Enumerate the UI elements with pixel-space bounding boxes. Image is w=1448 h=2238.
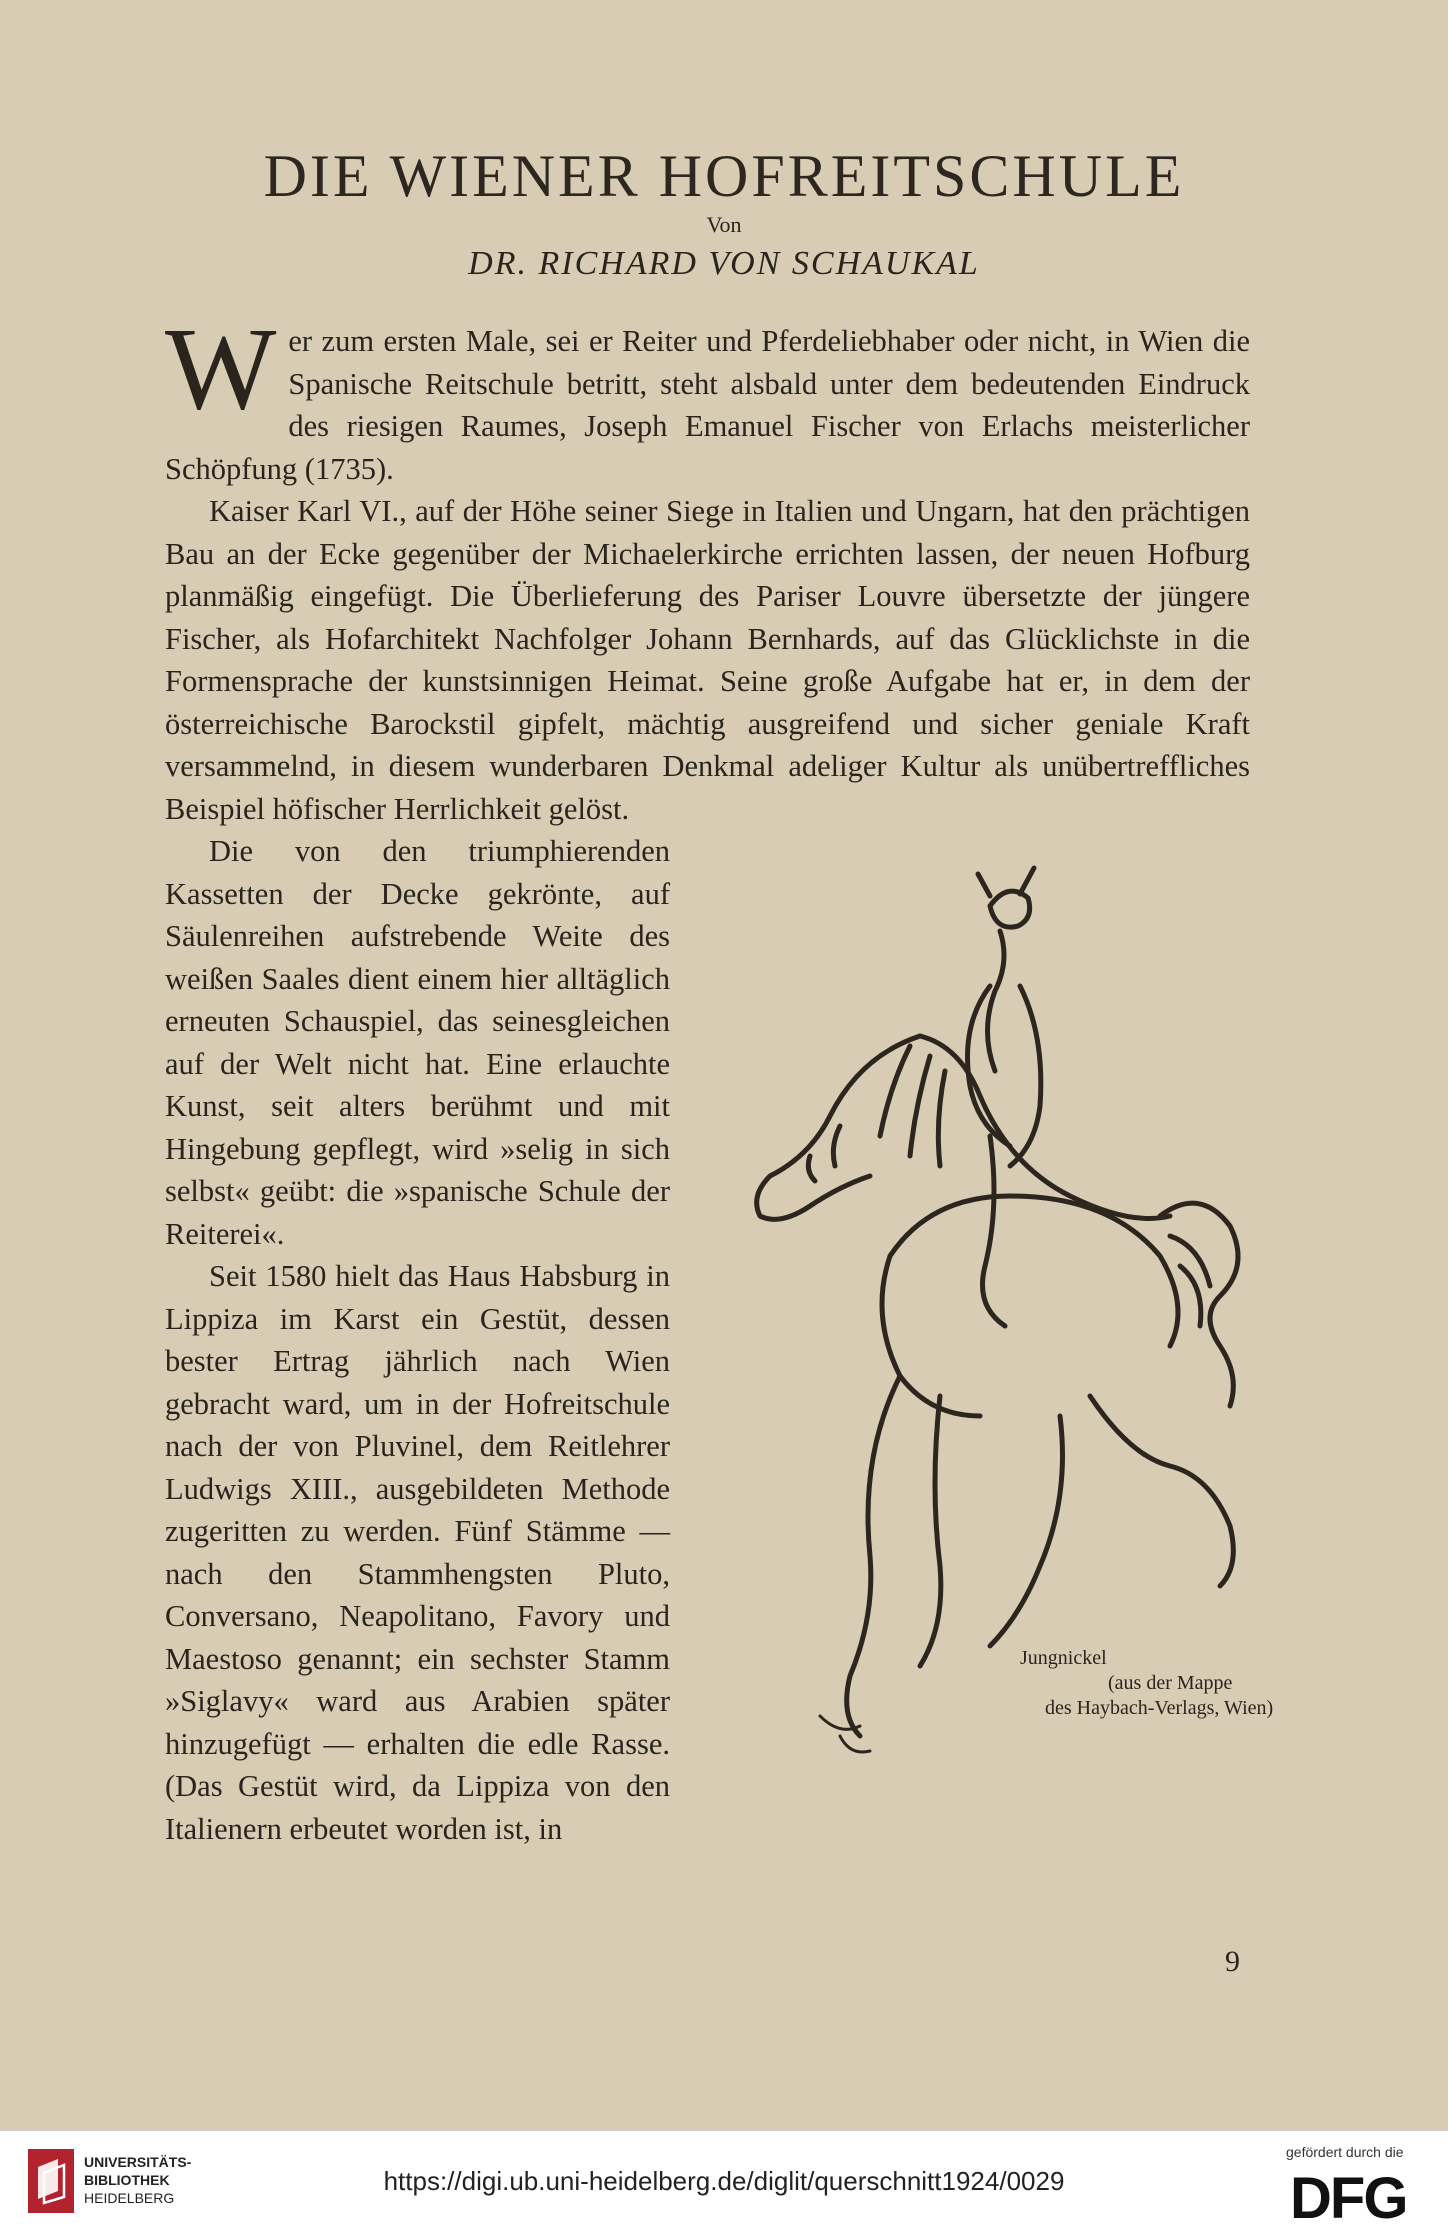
paragraph-2-text: Kaiser Karl VI., auf der Höhe seiner Siege in Italien und Ungarn, hat den prächtigen Bau an der Ecke gegenüber der Michaelerkirche errichten lassen, der neuen Hofburg planmäßig eingefügt. Die Überlieferung des Pariser Louvre übersetzte der jüngere Fischer, als Hofarchitekt Nachfolger Johann Bernhards, auf das Glücklichste in die Formensprache der kunstsinnigen Heimat. Seine große Aufgabe hat er, in dem der österreichische Barockstil gipfelt, mächtig ausgreifend und sicher geniale Kraft versammelnd, in diesem wunderbaren Denkmal adeliger Kultur als unübertreffliches Beispiel höfischer Herrlichkeit gelöst. bbox=[165, 494, 1250, 826]
library-name-line-3: HEIDELBERG bbox=[84, 2190, 175, 2206]
illustration-caption bbox=[1020, 1646, 1350, 1721]
viewer-footer bbox=[0, 2130, 1448, 2238]
author-name: DR. RICHARD VON SCHAUKAL bbox=[468, 245, 980, 282]
article-body bbox=[165, 303, 1250, 1850]
byline-prefix: Von bbox=[706, 212, 742, 237]
caption-source-line-2: des Haybach-Verlags, Wien) bbox=[1045, 1697, 1274, 1719]
dfg-logo: DFG bbox=[1290, 2166, 1407, 2231]
caption-artist: Jungnickel bbox=[1020, 1647, 1107, 1669]
caption-source-line-1: (aus der Mappe bbox=[1108, 1672, 1233, 1694]
library-name-line-1: UNIVERSITÄTS- bbox=[84, 2154, 192, 2170]
drop-cap: W bbox=[165, 303, 277, 434]
paragraph-4-text: Seit 1580 hielt das Haus Habsburg in Lippiza im Karst ein Gestüt, dessen bester Ertrag jährlich nach Wien gebracht ward, um in der Hofreitschule nach der von Pluvinel, dem Reitlehrer Ludwigs XIII., ausgebildeten Methode zugeritten zu werden. Fünf Stämme — nach den Stammhengsten Pluto, Conversano, Neapolitano, Favory und Maestoso genannt; ein sechster Stamm »Siglavy« ward aus Arabien später hinzugefügt — erhalten die edle Rasse. (Das Gestüt wird, da Lippiza von den Italienern erbeutet worden ist, in bbox=[165, 1259, 670, 1846]
paragraph-2 bbox=[165, 490, 1250, 830]
funding-note: gefördert durch die bbox=[1286, 2144, 1404, 2160]
article-title: DIE WIENER HOFREITSCHULE bbox=[263, 143, 1185, 209]
paragraph-1-text: er zum ersten Male, sei er Reiter und Pferdeliebhaber oder nicht, in Wien die Spanische Reitschule betritt, steht alsbald unter dem bedeutenden Eindruck des riesigen Raumes, Joseph Emanuel Fischer von Erlachs meisterlicher Schöpfung (1735). bbox=[165, 324, 1250, 486]
page-number: 9 bbox=[1225, 1945, 1240, 1978]
permalink-url[interactable]: https://digi.ub.uni-heidelberg.de/diglit/querschnitt1924/0029 bbox=[383, 2166, 1065, 2196]
paragraph-3-text: Die von den triumphierenden Kassetten der Decke gekrönte, auf Säulenreihen aufstrebende Weite des weißen Saales dient einem hier alltäglich erneuten Schauspiel, das seinesgleichen auf der Welt nicht hat. Eine erlauchte Kunst, seit alters berühmt und mit Hingebung gepflegt, wird »selig in sich selbst« geübt: die »spanische Schule der Reiterei«. bbox=[165, 834, 670, 1251]
library-name-line-2: BIBLIOTHEK bbox=[84, 2172, 170, 2188]
paragraph-1 bbox=[165, 303, 1250, 490]
